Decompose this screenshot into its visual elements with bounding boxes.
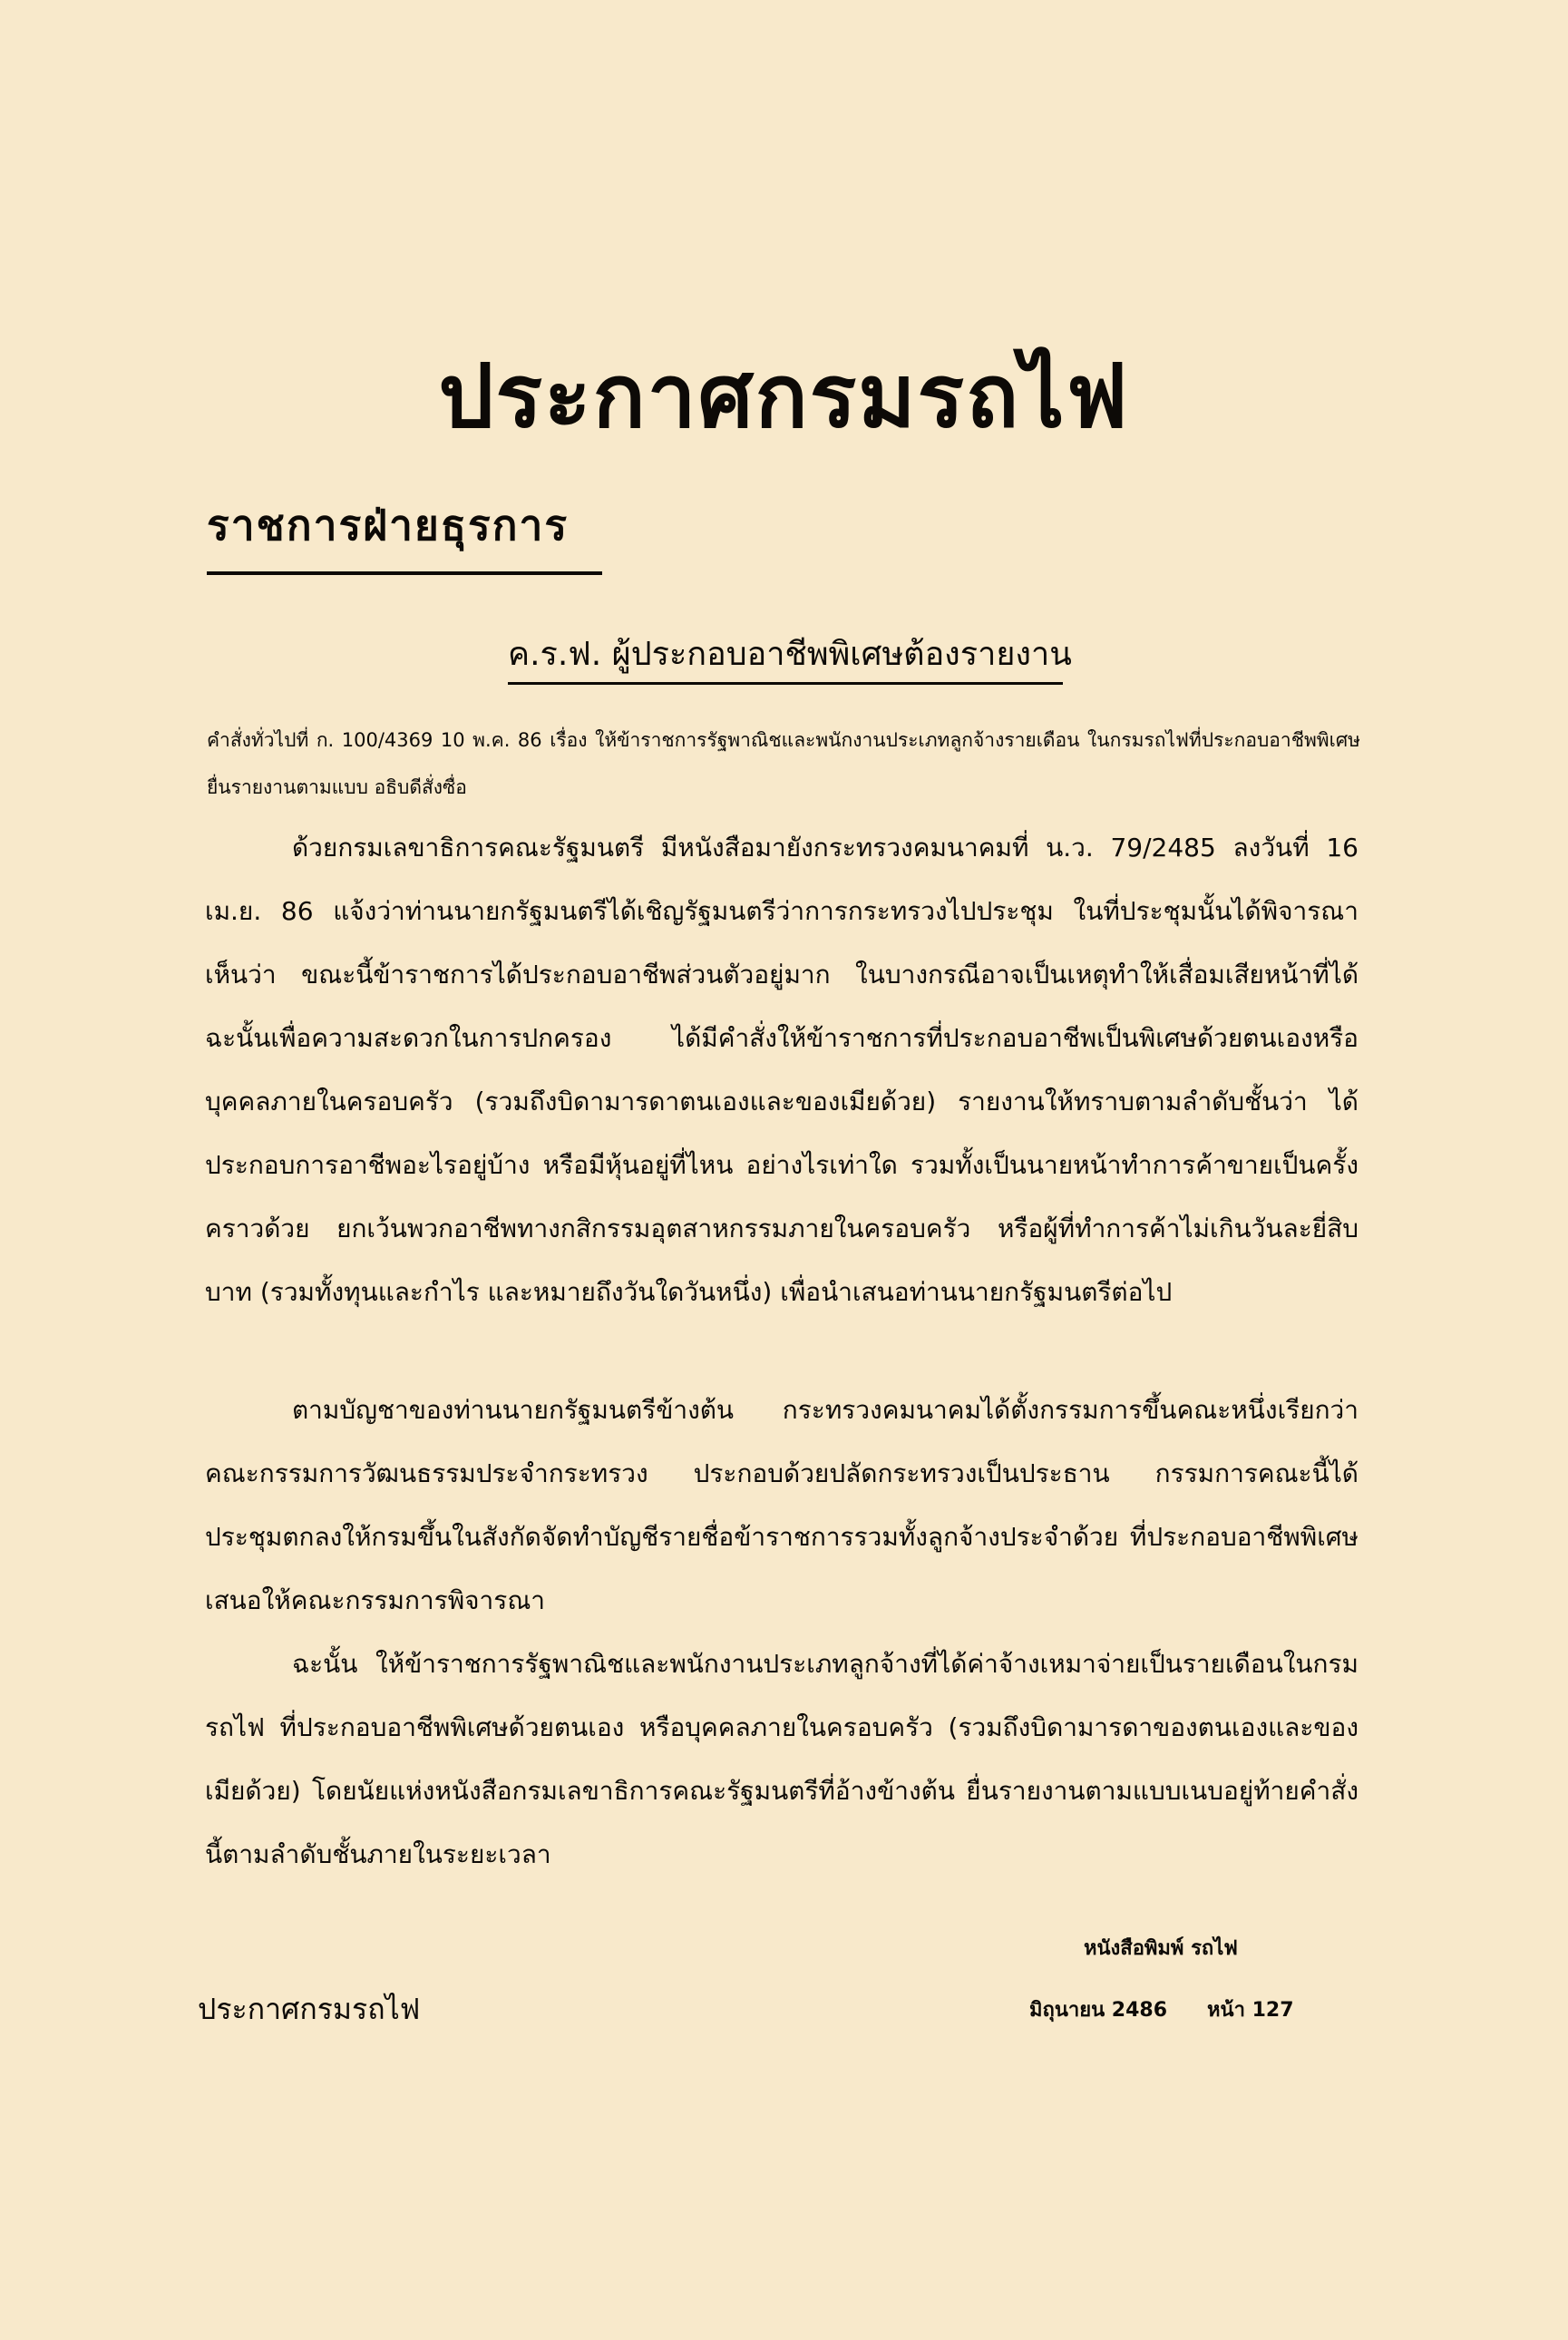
document-title: ประกาศกรมรถไฟ xyxy=(438,345,1130,447)
subheading-underline xyxy=(508,682,1063,685)
section-heading-underline xyxy=(207,571,602,575)
body-paragraph-1: ด้วยกรมเลขาธิการคณะรัฐมนตรี มีหนังสือมายังกระทรวงคมนาคมที่ น.ว. 79/2485 ลงวันที่ 16 เม.ย. 86 แจ้งว่าท่านนายกรัฐมนตรีได้เชิญรัฐมนตรีว่าการกระทรวงไปประชุม ในที่ประชุมนั้นได้พิจารณาเห็นว่า ขณะนี้ข้าราชการได้ประกอบอาชีพส่วนตัวอยู่มาก ในบางกรณีอาจเป็นเหตุทำให้เสื่อมเสียหน้าที่ได้ ฉะนั้นเพื่อความสะดวกในการปกครอง ได้มีคำสั่งให้ข้าราชการที่ประกอบอาชีพเป็นพิเศษด้วยตนเองหรือบุคคลภายในครอบครัว (รวมถึงบิดามารดาตนเองและของเมียด้วย) รายงานให้ทราบตามลำดับชั้นว่า ได้ประกอบการอาชีพอะไรอยู่บ้าง หรือมีหุ้นอยู่ที่ไหน อย่างไรเท่าใด รวมทั้งเป็นนายหน้าทำการค้าขายเป็นครั้งคราวด้วย ยกเว้นพวกอาชีพทางกสิกรรมอุตสาหกรรมภายในครอบครัว หรือผู้ที่ทำการค้าไม่เกินวันละยี่สิบบาท (รวมทั้งทุนและกำไร และหมายถึงวันใดวันหนึ่ง) เพื่อนำเสนอท่านนายกรัฐมนตรีต่อไป xyxy=(205,833,1359,1307)
footer-issue-info xyxy=(1029,1994,1294,2025)
source-publication: หนังสือพิมพ์ รถไฟ xyxy=(1084,1937,1238,1960)
page-number: หน้า 127 xyxy=(1207,1999,1294,2022)
general-order-reference: คำสั่งทั่วไปที่ ก. 100/4369 10 พ.ค. 86 เรื่อง ให้ข้าราชการรัฐพาณิชและพนักงานประเภทลูกจ้างรายเดือน ในกรมรถไฟที่ประกอบอาชีพพิเศษ ยื่นรายงานตามแบบ อธิบดีสั่งซื่อ xyxy=(207,729,1360,798)
section-heading: ราชการฝ่ายธุรการ xyxy=(207,501,570,550)
body-paragraph-2: ตามบัญชาของท่านนายกรัฐมนตรีข้างต้น กระทรวงคมนาคมได้ตั้งกรรมการขึ้นคณะหนึ่งเรียกว่า คณะกรรมการวัฒนธรรมประจำกระทรวง ประกอบด้วยปลัดกระทรวงเป็นประธาน กรรมการคณะนี้ได้ประชุมตกลงให้กรมขึ้นในสังกัดจัดทำบัญชีรายชื่อข้าราชการรวมทั้งลูกจ้างประจำด้วย ที่ประกอบอาชีพพิเศษ เสนอให้คณะกรรมการพิจารณา xyxy=(205,1395,1359,1615)
footer-title: ประกาศกรมรถไฟ xyxy=(198,1992,421,2026)
issue-date: มิถุนายน 2486 xyxy=(1029,1999,1168,2022)
body-paragraph-3: ฉะนั้น ให้ข้าราชการรัฐพาณิชและพนักงานประเภทลูกจ้างที่ได้ค่าจ้างเหมาจ่ายเป็นรายเดือนในกรมรถไฟ ที่ประกอบอาชีพพิเศษด้วยตนเอง หรือบุคคลภายในครอบครัว (รวมถึงบิดามารดาของตนเองและของเมียด้วย) โดยนัยแห่งหนังสือกรมเลขาธิการคณะรัฐมนตรีที่อ้างข้างต้น ยื่นรายงานตามแบบเนบอยู่ท้ายคำสั่งนี้ตามลำดับชั้นภายในระยะเวลา xyxy=(205,1649,1359,1869)
announcement-subheading: ค.ร.ฟ. ผู้ประกอบอาชีพพิเศษต้องรายงาน xyxy=(508,636,1072,673)
